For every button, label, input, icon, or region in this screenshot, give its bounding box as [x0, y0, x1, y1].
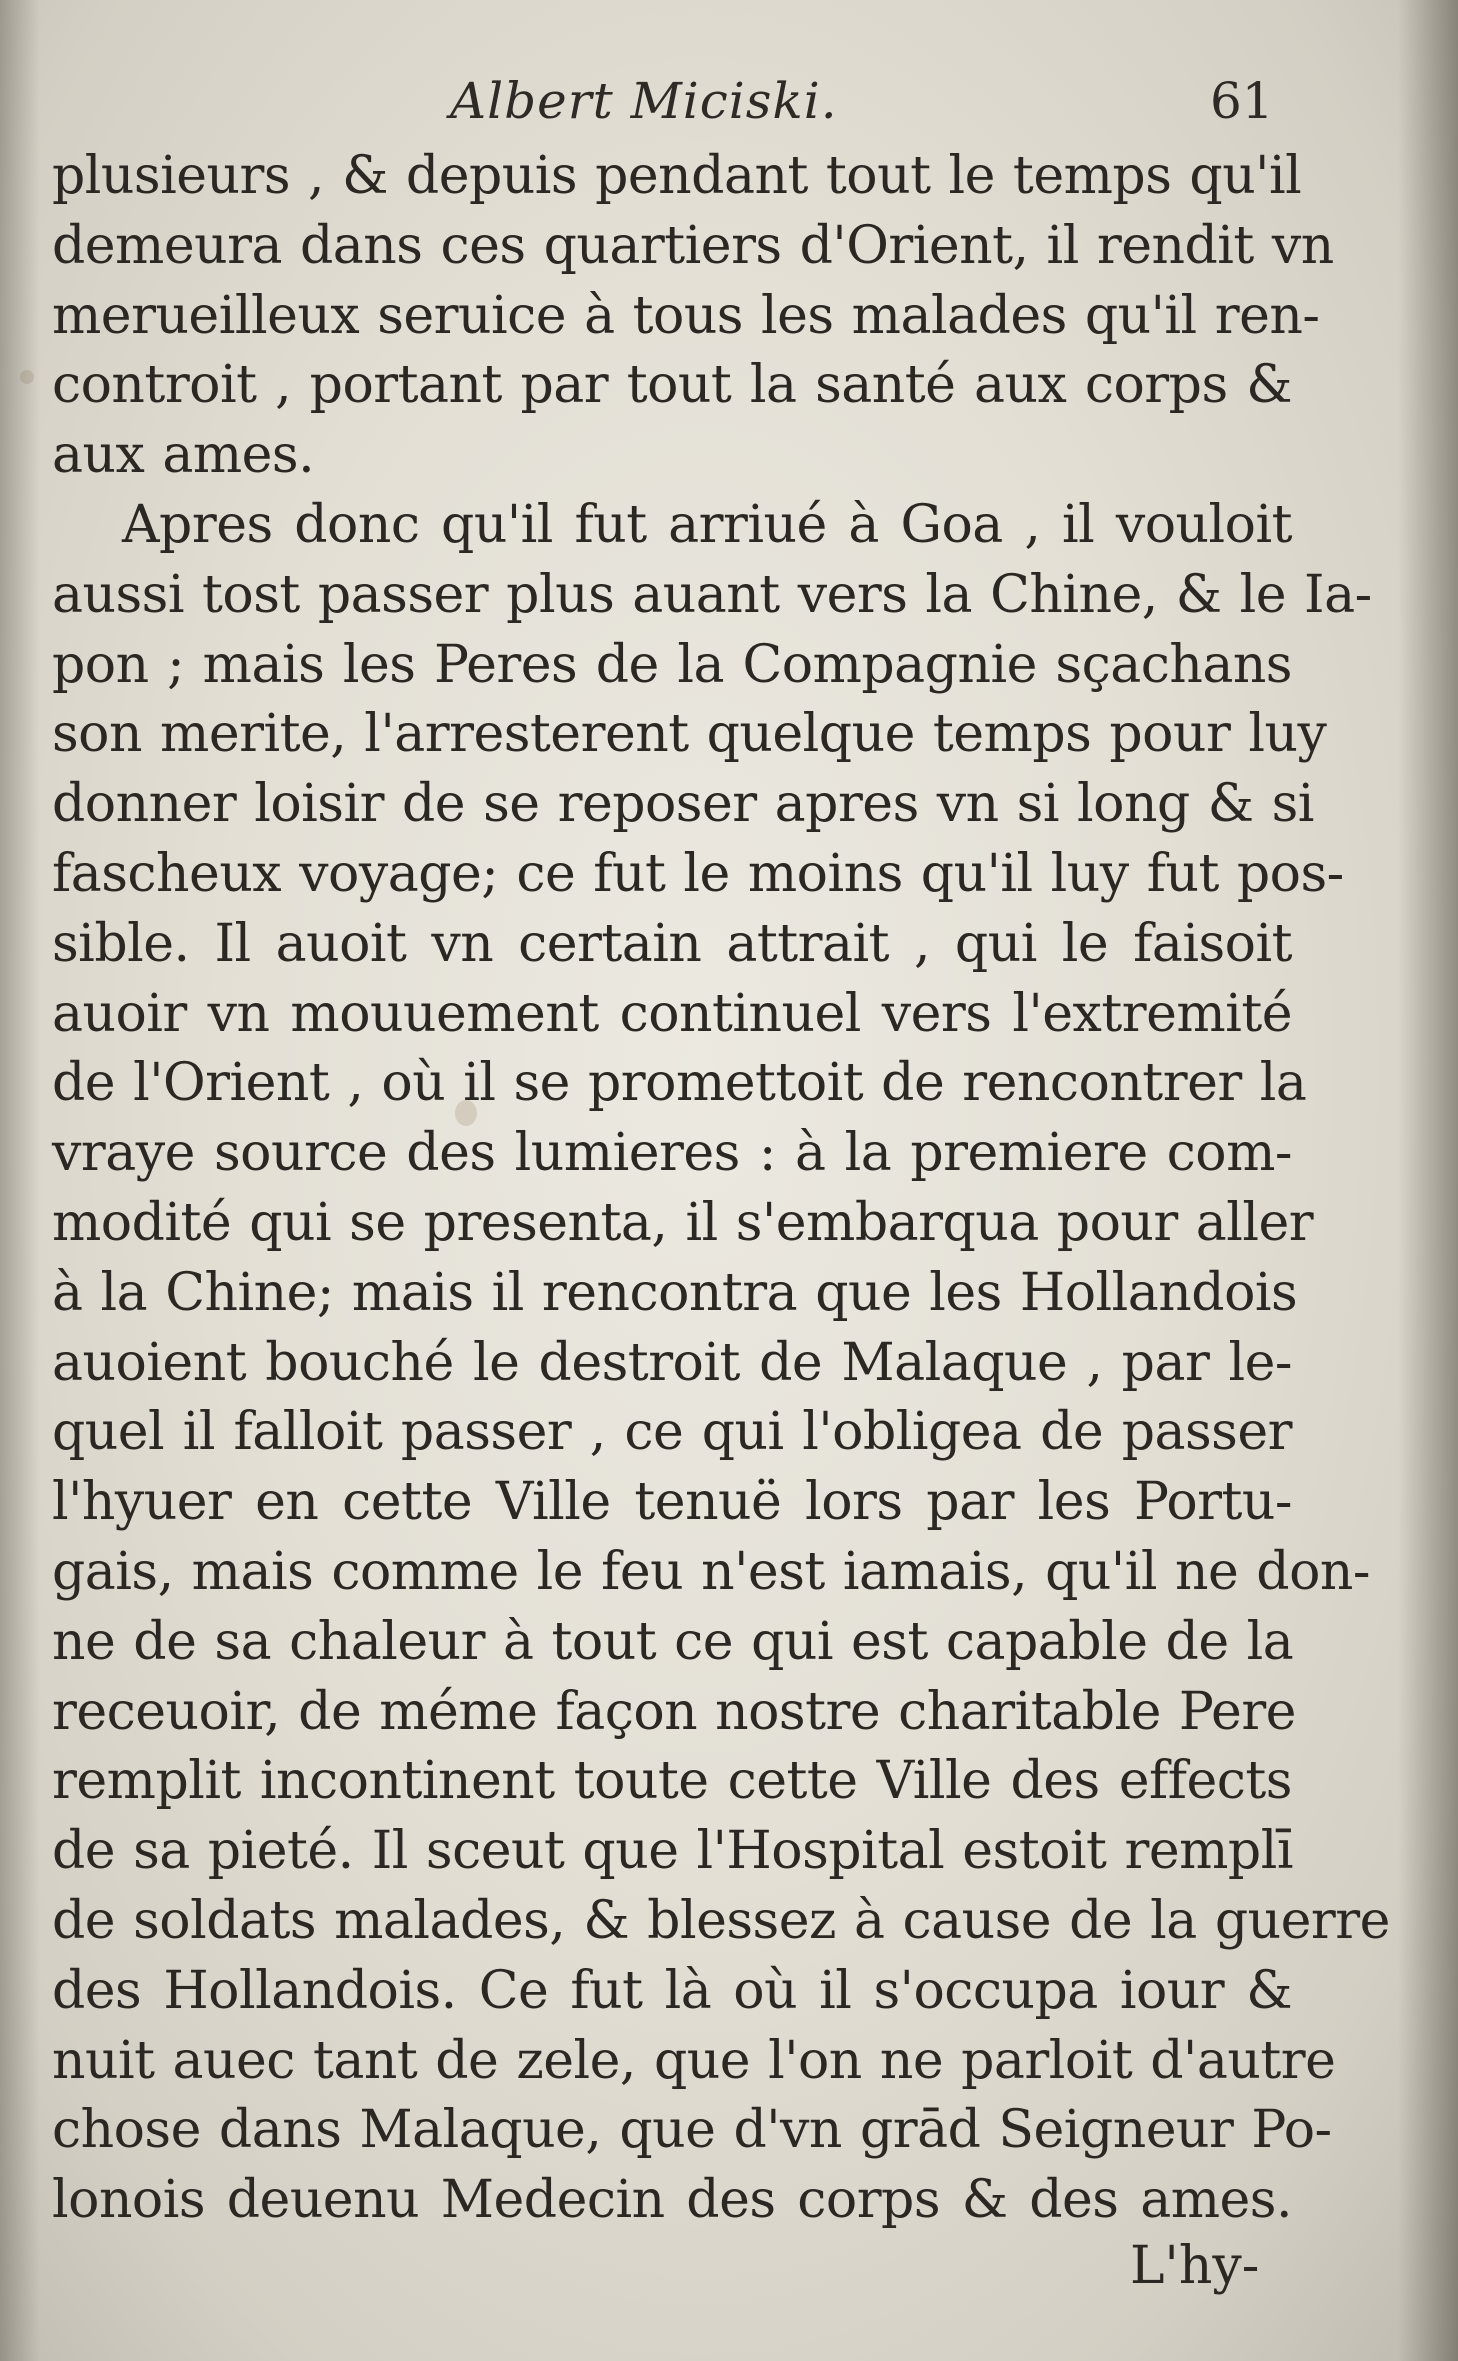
page-edge-shadow-left: [0, 0, 40, 2361]
text-line: à la Chine; mais il rencontra que les Hollandois: [52, 1262, 1298, 1323]
page-number: 61: [1210, 72, 1274, 130]
text-line: de soldats malades, & blessez à cause de la guerre: [52, 1890, 1390, 1951]
text-line: demeura dans ces quartiers d'Orient, il rendit vn: [52, 215, 1334, 276]
text-line: sible. Il auoit vn certain attrait , qui le faisoit: [52, 913, 1292, 974]
page-edge-shadow-right: [1398, 0, 1458, 2361]
text-line: des Hollandois. Ce fut là où il s'occupa iour &: [52, 1960, 1292, 2021]
text-line: nuit auec tant de zele, que l'on ne parloit d'autre: [52, 2030, 1336, 2091]
text-line: fascheux voyage; ce fut le moins qu'il luy fut pos-: [52, 843, 1344, 904]
text-line: gais, mais comme le feu n'est iamais, qu'il ne don-: [52, 1541, 1370, 1602]
text-line: donner loisir de se reposer apres vn si long & si: [52, 774, 1314, 835]
running-head: Albert Miciski.: [450, 72, 838, 130]
text-line: chose dans Malaque, que d'vn grād Seigneur Po-: [52, 2100, 1332, 2161]
text-line: son merite, l'arresterent quelque temps pour luy: [52, 704, 1327, 765]
text-line: auoir vn mouuement continuel vers l'extremité: [52, 983, 1292, 1044]
text-line: quel il falloit passer , ce qui l'obligea de passer: [52, 1402, 1292, 1463]
text-line: plusieurs , & depuis pendant tout le temps qu'il: [52, 146, 1302, 206]
page-header: [60, 72, 1280, 142]
body-text: [52, 142, 1390, 2236]
text-line: controit , portant par tout la santé aux corps &: [52, 355, 1292, 416]
paper-stain: [20, 370, 34, 384]
text-line: de l'Orient , où il se promettoit de rencontrer la: [52, 1053, 1307, 1114]
text-line: de sa pieté. Il sceut que l'Hospital estoit remplī: [52, 1821, 1293, 1882]
text-line: pon ; mais les Peres de la Compagnie sçachans: [52, 634, 1292, 695]
text-line: modité qui se presenta, il s'embarqua pour aller: [52, 1192, 1314, 1253]
text-line: merueilleux seruice à tous les malades qu'il ren-: [52, 285, 1320, 346]
text-line: vraye source des lumieres : à la premiere com-: [52, 1123, 1292, 1184]
paragraph-first-line: Apres donc qu'il fut arriué à Goa , il vouloit: [122, 494, 1292, 555]
text-line: l'hyuer en cette Ville tenuë lors par les Portu-: [52, 1472, 1292, 1533]
text-line: ne de sa chaleur à tout ce qui est capable de la: [52, 1611, 1294, 1672]
text-line: aussi tost passer plus auant vers la Chine, & le Ia-: [52, 564, 1372, 625]
text-line: auoient bouché le destroit de Malaque , par le-: [52, 1332, 1292, 1393]
text-line: lonois deuenu Medecin des corps & des ames.: [52, 2170, 1292, 2231]
text-line: receuoir, de méme façon nostre charitable Pere: [52, 1681, 1296, 1742]
text-line: aux ames.: [52, 425, 315, 486]
text-line: remplit incontinent toute cette Ville des effects: [52, 1751, 1292, 1812]
catchword: L'hy-: [1130, 2236, 1260, 2296]
